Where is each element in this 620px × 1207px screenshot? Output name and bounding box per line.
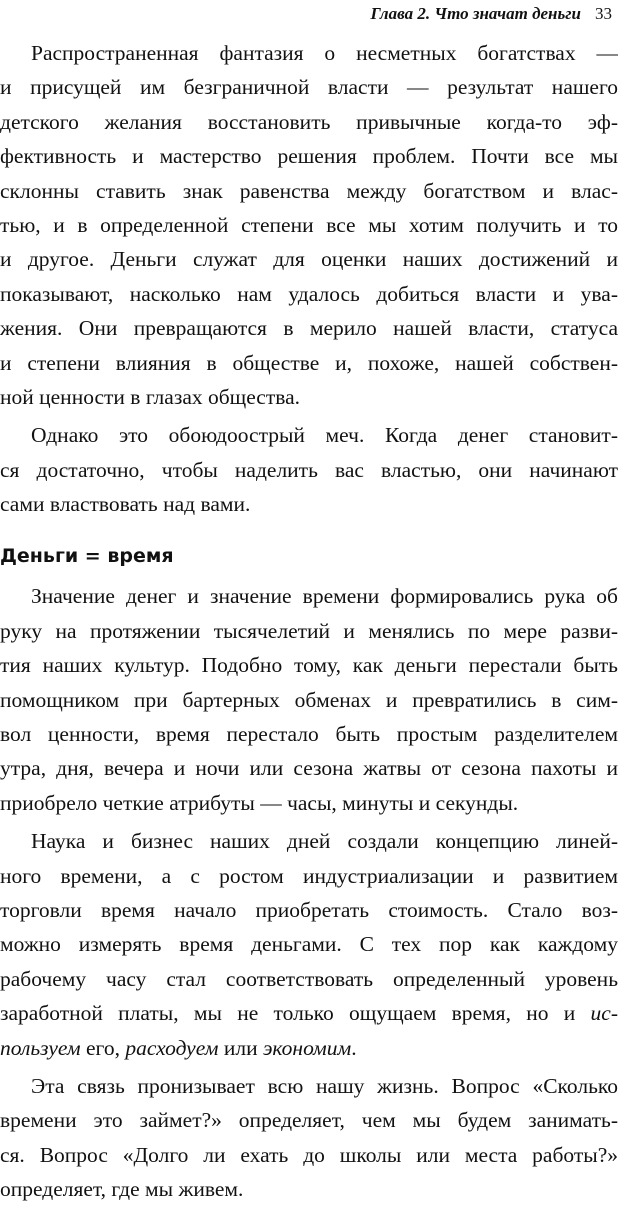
text-line: жения. Они превращаются в мерило нашей власти, статуса [0,316,618,341]
text-line: ной ценности в глазах общества. [0,384,301,409]
page-number: 33 [595,4,612,23]
emphasis-text: пользуем [0,1035,81,1060]
paragraph [0,824,618,1065]
text-line [0,1031,618,1065]
text-line: ного времени, а с ростом индустриализации и развитием [0,863,618,888]
running-header [300,4,612,24]
text-run: . [351,1035,357,1060]
text-run: заработной платы, мы не только ощущаем время, но и [0,1001,591,1026]
text-line: рабочему часу стал соответствовать определенный уровень [0,966,618,991]
text-line: Наука и бизнес наших дней создали концепцию линей- [31,829,618,854]
text-line: тия наших культур. Подобно тому, как деньги перестали быть [0,653,618,678]
text-line: можно измерять время деньгами. С тех пор как каждому [0,932,618,957]
text-line: ся. Вопрос «Долго ли ехать до школы или места работы?» [0,1142,618,1167]
text-run: его, [80,1035,126,1060]
text-line: и степени влияния в обществе и, похоже, нашей собствен- [0,350,618,375]
text-line: руку на протяжении тысячелетий и менялись по мере разви- [0,618,618,643]
paragraph [0,418,618,521]
emphasis-text: ис- [590,1001,618,1026]
text-line: Распространенная фантазия о несметных богатствах — [31,41,618,65]
text-line: и присущей им безграничной власти — результат нашего [0,75,618,100]
text-line: Однако это обоюдоострый меч. Когда денег становит- [31,423,618,448]
body-text [0,36,618,1207]
emphasis-text: расходуем [125,1035,219,1060]
text-line: времени это займет?» определяет, чем мы будем занимать- [0,1108,618,1133]
chapter-title: Глава 2. Что значат деньги [370,4,581,23]
text-line: тью, и в определенной степени все мы хотим получить и то [0,212,618,237]
text-line: Значение денег и значение времени формировались рука об [31,584,618,609]
text-line: фективность и мастерство решения проблем. Почти все мы [0,144,618,169]
text-line: торговли время начало приобретать стоимость. Стало воз- [0,897,618,922]
paragraph [0,1069,618,1207]
text-line: сами властвовать над вами. [0,492,251,517]
section-heading: Деньги = время [0,545,174,568]
text-line: склонны ставить знак равенства между богатством и влас- [0,178,618,203]
text-line: ся достаточно, чтобы наделить вас властью, они начинают [0,457,618,482]
text-line: и другое. Деньги служат для оценки наших достижений и [0,247,618,272]
paragraph [0,579,618,820]
text-line: Эта связь пронизывает всю нашу жизнь. Вопрос «Сколько [31,1073,618,1098]
text-run: или [218,1035,263,1060]
text-line: детского желания восстановить привычные когда-то эф- [0,109,618,134]
text-line: показывают, насколько нам удалось добиться власти и ува- [0,281,618,306]
emphasis-text: экономим [262,1035,352,1060]
text-line: утра, дня, вечера и ночи или сезона жатвы от сезона пахоты и [0,756,618,781]
text-line: определяет, где мы живем. [0,1177,244,1202]
text-line: помощником при бартерных обменах и превратились в сим- [0,687,618,712]
text-line: приобрело четкие атрибуты — часы, минуты и секунды. [0,790,519,815]
text-line: вол ценности, время перестало быть простым разделителем [0,722,618,747]
text-line [0,996,618,1030]
paragraph [0,36,618,414]
